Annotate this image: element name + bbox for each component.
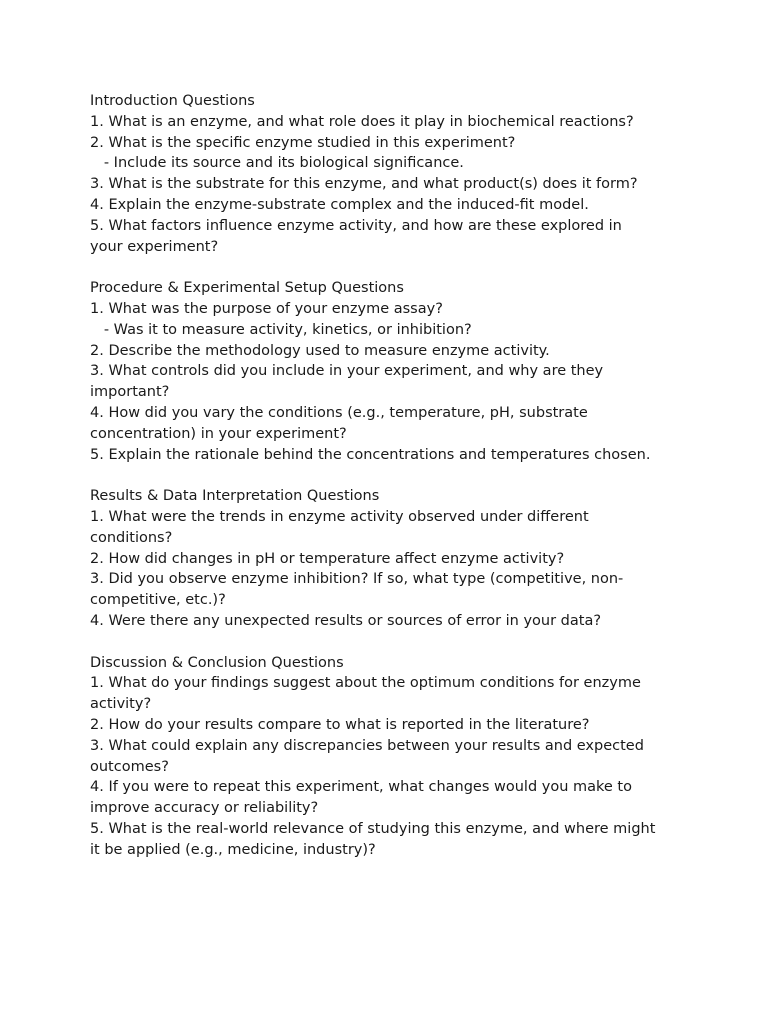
question-line: 4. Explain the enzyme-substrate complex and the induced-fit model.	[90, 196, 589, 213]
question-line: 5. What factors influence enzyme activity, and how are these explored in	[90, 217, 622, 234]
question-line: outcomes?	[90, 758, 169, 775]
question-line: 3. Did you observe enzyme inhibition? If so, what type (competitive, non-	[90, 571, 624, 588]
section-introduction	[90, 91, 690, 257]
question-line: 3. What is the substrate for this enzyme, and what product(s) does it form?	[90, 176, 638, 193]
question-line: 4. If you were to repeat this experiment, what changes would you make to	[90, 779, 632, 796]
section-heading: Introduction Questions	[90, 93, 255, 109]
question-line: 4. Were there any unexpected results or sources of error in your data?	[90, 612, 602, 629]
question-line: 2. How do your results compare to what is reported in the literature?	[90, 716, 590, 733]
question-subline: - Was it to measure activity, kinetics, or inhibition?	[90, 321, 472, 338]
question-line: 2. What is the specific enzyme studied in this experiment?	[90, 134, 516, 151]
question-line: your experiment?	[90, 238, 219, 255]
question-line: 2. Describe the methodology used to measure enzyme activity.	[90, 342, 550, 359]
question-line: 4. How did you vary the conditions (e.g., temperature, pH, substrate	[90, 404, 588, 421]
section-procedure	[90, 278, 690, 465]
question-line: improve accuracy or reliability?	[90, 800, 319, 817]
question-line: 1. What were the trends in enzyme activity observed under different	[90, 508, 589, 525]
section-results	[90, 486, 690, 632]
question-line: competitive, etc.)?	[90, 592, 226, 609]
question-line: 1. What do your findings suggest about the optimum conditions for enzyme	[90, 675, 641, 692]
question-line: 3. What could explain any discrepancies between your results and expected	[90, 737, 644, 754]
question-subline: - Include its source and its biological significance.	[90, 155, 464, 172]
question-line: important?	[90, 384, 170, 401]
question-line: concentration) in your experiment?	[90, 425, 347, 442]
section-heading: Discussion & Conclusion Questions	[90, 654, 344, 671]
question-line: 1. What is an enzyme, and what role does it play in biochemical reactions?	[90, 113, 634, 130]
section-heading: Results & Data Interpretation Questions	[90, 488, 380, 505]
section-discussion	[90, 653, 690, 861]
question-line: 5. What is the real-world relevance of studying this enzyme, and where might	[90, 820, 656, 837]
question-line: conditions?	[90, 529, 173, 546]
document-page	[90, 91, 690, 860]
section-heading: Procedure & Experimental Setup Questions	[90, 280, 404, 297]
question-line: 1. What was the purpose of your enzyme assay?	[90, 300, 443, 317]
question-line: it be applied (e.g., medicine, industry)?	[90, 841, 376, 858]
question-line: 5. Explain the rationale behind the concentrations and temperatures chosen.	[90, 446, 651, 463]
question-line: 2. How did changes in pH or temperature affect enzyme activity?	[90, 550, 565, 567]
question-line: activity?	[90, 696, 152, 713]
question-line: 3. What controls did you include in your experiment, and why are they	[90, 363, 604, 380]
